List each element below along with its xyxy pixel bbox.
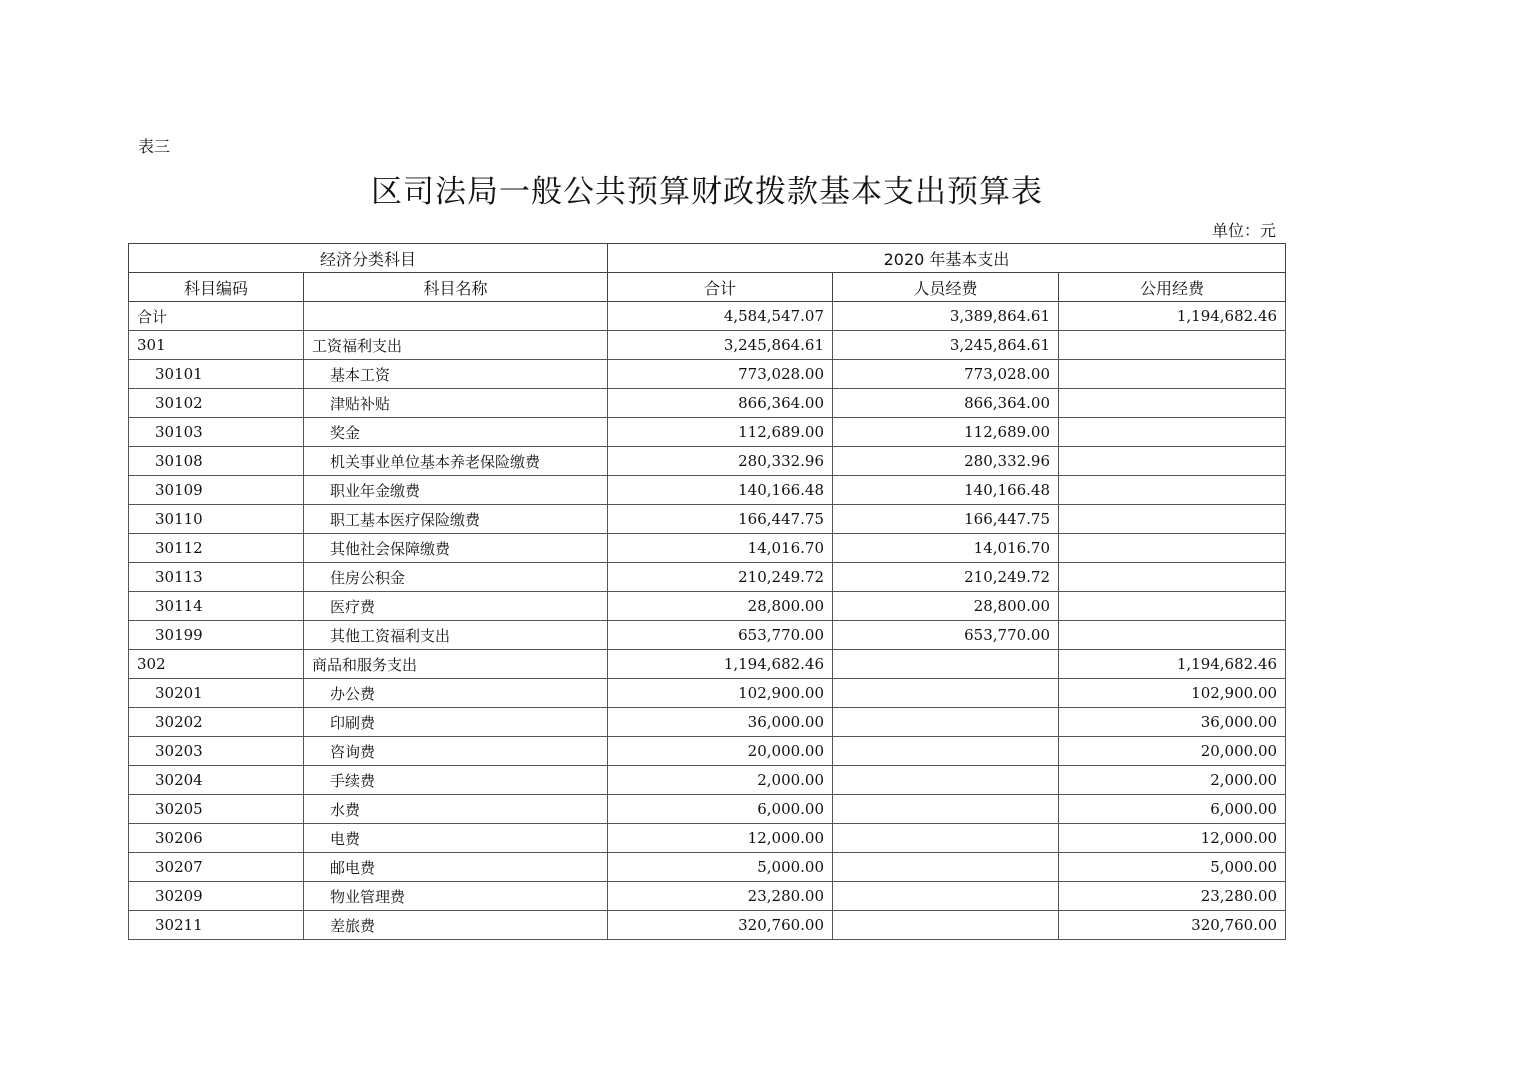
- cell-code: 30199: [129, 621, 304, 650]
- cell-name: 差旅费: [304, 911, 608, 940]
- cell-total: 6,000.00: [608, 795, 833, 824]
- cell-public: 320,760.00: [1059, 911, 1286, 940]
- cell-code: 30109: [129, 476, 304, 505]
- cell-total: 3,245,864.61: [608, 331, 833, 360]
- cell-personnel: [833, 853, 1059, 882]
- table-row: [129, 360, 1286, 389]
- cell-code: 合计: [129, 302, 304, 331]
- cell-total: 140,166.48: [608, 476, 833, 505]
- table-row: [129, 505, 1286, 534]
- cell-total: 112,689.00: [608, 418, 833, 447]
- cell-public: [1059, 505, 1286, 534]
- cell-total: 4,584,547.07: [608, 302, 833, 331]
- cell-public: 2,000.00: [1059, 766, 1286, 795]
- cell-name: 医疗费: [304, 592, 608, 621]
- cell-code: 30113: [129, 563, 304, 592]
- cell-personnel: 866,364.00: [833, 389, 1059, 418]
- cell-name: 邮电费: [304, 853, 608, 882]
- table-row: [129, 708, 1286, 737]
- cell-total: 2,000.00: [608, 766, 833, 795]
- cell-code: 30207: [129, 853, 304, 882]
- cell-name: 津贴补贴: [304, 389, 608, 418]
- column-header-row: [129, 273, 1286, 302]
- table-row: [129, 563, 1286, 592]
- cell-public: 102,900.00: [1059, 679, 1286, 708]
- cell-total: 28,800.00: [608, 592, 833, 621]
- cell-public: 1,194,682.46: [1059, 302, 1286, 331]
- cell-code: 30102: [129, 389, 304, 418]
- cell-personnel: [833, 650, 1059, 679]
- table-row: [129, 447, 1286, 476]
- cell-total: 12,000.00: [608, 824, 833, 853]
- cell-personnel: [833, 766, 1059, 795]
- table-row: [129, 302, 1286, 331]
- table-row: [129, 853, 1286, 882]
- table-row: [129, 766, 1286, 795]
- cell-public: [1059, 389, 1286, 418]
- cell-total: 320,760.00: [608, 911, 833, 940]
- cell-personnel: 3,245,864.61: [833, 331, 1059, 360]
- table-row: [129, 331, 1286, 360]
- cell-public: 20,000.00: [1059, 737, 1286, 766]
- cell-personnel: [833, 708, 1059, 737]
- column-header-name: 科目名称: [304, 273, 608, 302]
- cell-public: 12,000.00: [1059, 824, 1286, 853]
- cell-code: 30112: [129, 534, 304, 563]
- cell-total: 653,770.00: [608, 621, 833, 650]
- cell-personnel: 773,028.00: [833, 360, 1059, 389]
- cell-public: [1059, 563, 1286, 592]
- cell-name: 其他工资福利支出: [304, 621, 608, 650]
- cell-name: 职工基本医疗保险缴费: [304, 505, 608, 534]
- cell-code: 30203: [129, 737, 304, 766]
- cell-name: 办公费: [304, 679, 608, 708]
- cell-personnel: 112,689.00: [833, 418, 1059, 447]
- cell-personnel: 210,249.72: [833, 563, 1059, 592]
- cell-code: 30211: [129, 911, 304, 940]
- column-header-total: 合计: [608, 273, 833, 302]
- group-header-economic: 经济分类科目: [129, 244, 608, 273]
- cell-code: 30206: [129, 824, 304, 853]
- cell-personnel: 280,332.96: [833, 447, 1059, 476]
- cell-name: 机关事业单位基本养老保险缴费: [304, 447, 608, 476]
- table-row: [129, 389, 1286, 418]
- cell-personnel: 140,166.48: [833, 476, 1059, 505]
- cell-total: 866,364.00: [608, 389, 833, 418]
- cell-total: 5,000.00: [608, 853, 833, 882]
- cell-name: 水费: [304, 795, 608, 824]
- table-row: [129, 882, 1286, 911]
- cell-name: 商品和服务支出: [304, 650, 608, 679]
- table-label: 表三: [138, 137, 171, 156]
- cell-name: 电费: [304, 824, 608, 853]
- cell-public: 36,000.00: [1059, 708, 1286, 737]
- cell-public: [1059, 534, 1286, 563]
- cell-public: 1,194,682.46: [1059, 650, 1286, 679]
- cell-total: 36,000.00: [608, 708, 833, 737]
- column-header-public: 公用经费: [1059, 273, 1286, 302]
- column-header-personnel: 人员经费: [833, 273, 1059, 302]
- cell-name: 印刷费: [304, 708, 608, 737]
- cell-code: 30114: [129, 592, 304, 621]
- cell-name: 基本工资: [304, 360, 608, 389]
- table-row: [129, 418, 1286, 447]
- unit-label: 单位：元: [1211, 221, 1276, 240]
- cell-code: 30202: [129, 708, 304, 737]
- cell-personnel: [833, 795, 1059, 824]
- cell-name: [304, 302, 608, 331]
- cell-total: 1,194,682.46: [608, 650, 833, 679]
- table-row: [129, 650, 1286, 679]
- cell-personnel: [833, 679, 1059, 708]
- cell-public: 5,000.00: [1059, 853, 1286, 882]
- cell-name: 奖金: [304, 418, 608, 447]
- table-row: [129, 824, 1286, 853]
- cell-name: 咨询费: [304, 737, 608, 766]
- table-row: [129, 621, 1286, 650]
- cell-public: [1059, 331, 1286, 360]
- cell-public: [1059, 621, 1286, 650]
- cell-personnel: [833, 824, 1059, 853]
- cell-code: 30108: [129, 447, 304, 476]
- cell-personnel: 28,800.00: [833, 592, 1059, 621]
- cell-public: 6,000.00: [1059, 795, 1286, 824]
- cell-code: 30209: [129, 882, 304, 911]
- cell-name: 住房公积金: [304, 563, 608, 592]
- cell-total: 166,447.75: [608, 505, 833, 534]
- cell-name: 工资福利支出: [304, 331, 608, 360]
- cell-code: 30204: [129, 766, 304, 795]
- cell-code: 301: [129, 331, 304, 360]
- cell-public: [1059, 447, 1286, 476]
- cell-total: 23,280.00: [608, 882, 833, 911]
- cell-total: 773,028.00: [608, 360, 833, 389]
- table-row: [129, 534, 1286, 563]
- table-row: [129, 592, 1286, 621]
- page-title: 区司法局一般公共预算财政拨款基本支出预算表: [371, 174, 1043, 210]
- cell-total: 20,000.00: [608, 737, 833, 766]
- table-row: [129, 795, 1286, 824]
- cell-name: 物业管理费: [304, 882, 608, 911]
- cell-code: 30201: [129, 679, 304, 708]
- cell-code: 30110: [129, 505, 304, 534]
- cell-public: [1059, 476, 1286, 505]
- cell-personnel: 3,389,864.61: [833, 302, 1059, 331]
- table-row: [129, 911, 1286, 940]
- table-row: [129, 679, 1286, 708]
- cell-public: [1059, 418, 1286, 447]
- group-header-basic-expenditure: 2020 年基本支出: [608, 244, 1286, 273]
- cell-personnel: 653,770.00: [833, 621, 1059, 650]
- cell-total: 280,332.96: [608, 447, 833, 476]
- cell-public: [1059, 360, 1286, 389]
- cell-total: 14,016.70: [608, 534, 833, 563]
- group-header-row: [129, 244, 1286, 273]
- table-row: [129, 476, 1286, 505]
- column-header-code: 科目编码: [129, 273, 304, 302]
- cell-personnel: 14,016.70: [833, 534, 1059, 563]
- cell-code: 30101: [129, 360, 304, 389]
- cell-personnel: [833, 911, 1059, 940]
- cell-total: 102,900.00: [608, 679, 833, 708]
- cell-code: 30103: [129, 418, 304, 447]
- cell-name: 其他社会保障缴费: [304, 534, 608, 563]
- cell-name: 职业年金缴费: [304, 476, 608, 505]
- cell-code: 302: [129, 650, 304, 679]
- cell-personnel: [833, 882, 1059, 911]
- cell-public: [1059, 592, 1286, 621]
- cell-total: 210,249.72: [608, 563, 833, 592]
- cell-personnel: [833, 737, 1059, 766]
- table-row: [129, 737, 1286, 766]
- cell-public: 23,280.00: [1059, 882, 1286, 911]
- cell-code: 30205: [129, 795, 304, 824]
- cell-personnel: 166,447.75: [833, 505, 1059, 534]
- budget-table: [128, 243, 1286, 940]
- cell-name: 手续费: [304, 766, 608, 795]
